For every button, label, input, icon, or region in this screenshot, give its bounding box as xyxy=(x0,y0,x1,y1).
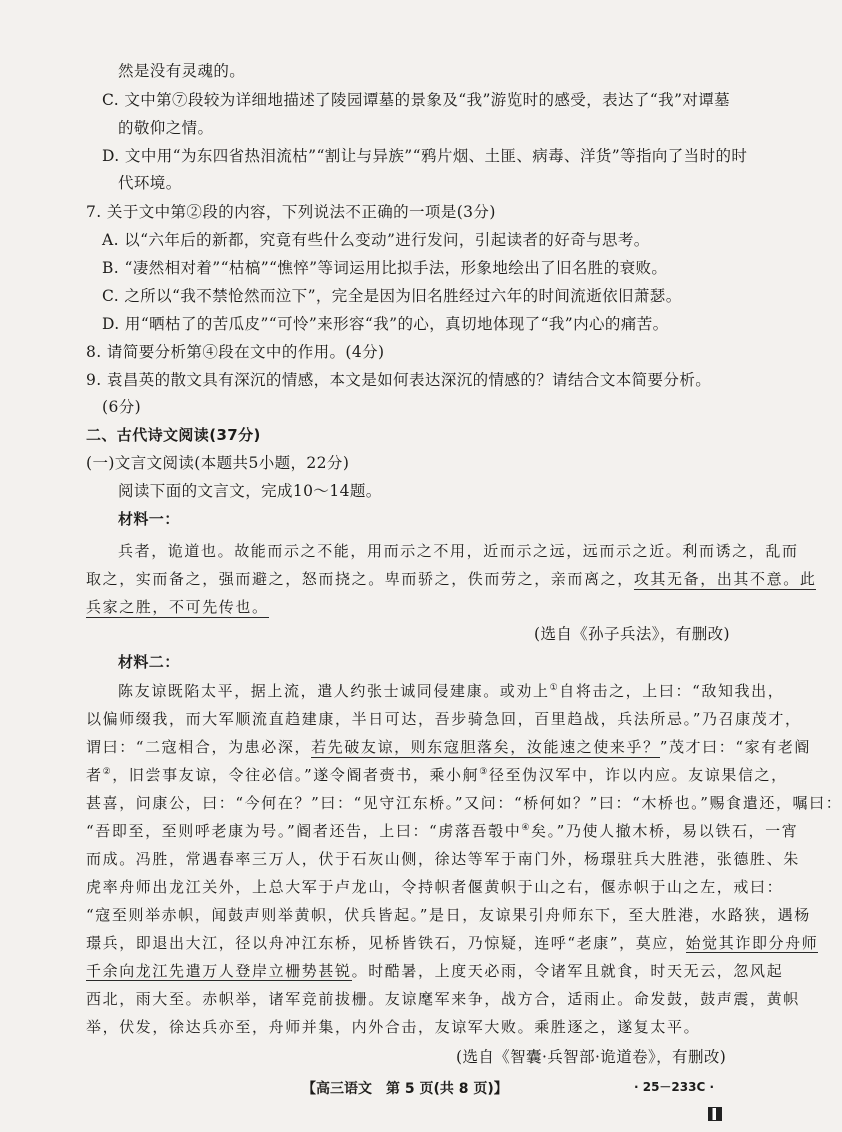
footnote-mark: ① xyxy=(549,683,560,693)
source-note-1: (选自《孙子兵法》，有删改) xyxy=(534,625,730,643)
text-segment: 取之，实而备之，强而避之，怒而挠之。卑而骄之，佚而劳之，亲而离之， xyxy=(86,570,634,588)
material-2-text: 举，伏发，徐达兵亦至，舟师并集，内外合击，友谅军大败。乘胜逐之，遂复太平。 xyxy=(86,1018,701,1036)
wavy-underlined-sentence: 千余向龙江先遣万人登岸立栅势甚锐 xyxy=(86,962,352,980)
text-segment: 。时酷暑，上度天必雨，令诸军且就食，时天无云，忽风起 xyxy=(351,962,784,980)
wavy-underlined-sentence: 始觉其诈即分舟师 xyxy=(685,934,819,952)
material-1-text xyxy=(86,596,269,618)
text-segment: 者 xyxy=(86,766,103,784)
q7-option-c: C. 之所以“我不禁怆然而泣下”，完全是因为旧名胜经过六年的时间流逝依旧萧瑟。 xyxy=(102,287,682,305)
material-2-text: “寇至则举赤帜，闻鼓声则举黄帜，伏兵皆起。”是日，友谅果引舟师东下，至大胜港，水路狭，遇杨 xyxy=(86,906,811,924)
text-segment: 矣。”乃使人撤木桥，易以铁石，一宵 xyxy=(530,822,799,840)
question-8: 8. 请简要分析第④段在文中的作用。(4分) xyxy=(86,343,385,361)
section-heading: 二、古代诗文阅读(37分) xyxy=(86,426,261,444)
footnote-mark: ② xyxy=(102,767,113,777)
material-2-text xyxy=(86,764,788,786)
material-1-text xyxy=(86,568,816,590)
material-1-label: 材料一： xyxy=(118,510,180,528)
question-9: 9. 袁昌英的散文具有深沉的情感，本文是如何表达深沉的情感的？请结合文本简要分析。 xyxy=(86,371,712,389)
exam-code: · 25－233C · xyxy=(634,1080,715,1094)
underlined-sentence: 攻其无备，出其不意。此 xyxy=(633,570,817,588)
material-2-text xyxy=(118,680,784,702)
text-segment: “吾即至，至则呼老康为号。”阍者还告，上曰：“虏落吾彀中 xyxy=(86,822,522,840)
q7-option-b: B. “凄然相对着”“枯槁”“憔悴”等词运用比拟手法，形象地绘出了旧名胜的衰败。 xyxy=(102,259,668,277)
material-2-text: 西北，雨大至。赤帜举，诸军竞前拔栅。友谅麾军来争，战方合，适雨止。命发鼓，鼓声震，黄帜 xyxy=(86,990,800,1008)
text-segment: 径至伪汉军中，诈以内应。友谅果信之， xyxy=(488,766,788,784)
footnote-mark: ④ xyxy=(521,823,531,833)
material-2-text xyxy=(86,736,811,758)
source-note-2: (选自《智囊·兵智部·诡道卷》，有删改) xyxy=(456,1048,727,1066)
material-2-label: 材料二： xyxy=(118,653,180,671)
text-line: 代环境。 xyxy=(118,174,182,192)
material-2-text: 而成。冯胜，常遇春率三万人，伏于石灰山侧，徐达等军于南门外，杨璟驻兵大胜港，张德胜、朱 xyxy=(86,850,800,868)
material-2-text xyxy=(86,932,818,954)
question-9-score: (6分) xyxy=(102,398,142,416)
option-c-prev: C. 文中第⑦段较为详细地描述了陵园谭墓的景象及“我”游览时的感受，表达了“我”对谭墓 xyxy=(102,91,731,109)
q7-option-d: D. 用“晒枯了的苦瓜皮”“可怜”来形容“我”的心，真切地体现了“我”内心的痛苦。 xyxy=(102,315,669,333)
text-line: 然是没有灵魂的。 xyxy=(118,62,246,80)
material-2-text: 以偏师缀我，而大军顺流直趋建康，半日可达，吾步骑急回，百里趋战，兵法所忌。”乃召康茂才， xyxy=(86,710,802,728)
text-segment: 璟兵，即退出大江，径以舟冲江东桥，见桥皆铁石，乃惊疑，连呼“老康”，莫应， xyxy=(86,934,686,952)
qr-code-icon xyxy=(708,1107,722,1121)
text-segment: ，旧尝事友谅，令往必信。”遂令阍者赍书，乘小舸 xyxy=(112,766,480,784)
footnote-mark: ③ xyxy=(479,767,489,777)
text-segment: 自将击之，上曰：“敌知我出， xyxy=(559,682,785,700)
material-2-text: 甚喜，问康公，曰：“今何在？”曰：“见守江东桥。”又问：“桥何如？”曰：“木桥也。”赐食遣还，嘱曰： xyxy=(86,794,842,812)
page-footer: 【高三语文 第 5 页(共 8 页)】 xyxy=(302,1081,508,1097)
text-segment: ”茂才曰：“家有老阍 xyxy=(659,738,812,756)
material-2-text xyxy=(86,820,798,842)
q7-option-a: A. 以“六年后的新都，究竟有些什么变动”进行发问，引起读者的好奇与思考。 xyxy=(102,231,650,249)
text-segment: 谓曰：“二寇相合，为患必深， xyxy=(86,738,312,756)
text-line: 的敬仰之情。 xyxy=(118,119,214,137)
question-7: 7. 关于文中第②段的内容，下列说法不正确的一项是(3分) xyxy=(86,203,496,221)
option-d-prev: D. 文中用“为东四省热泪流枯”“割让与异族”“鸦片烟、土匪、病毒、洋货”等指向了当时的时 xyxy=(102,147,748,165)
material-2-text: 虎率舟师出龙江关外，上总大军于卢龙山，令持帜者偃黄帜于山之右，偃赤帜于山之左，戒曰： xyxy=(86,878,784,896)
material-2-text xyxy=(86,960,783,982)
material-1-text: 兵者，诡道也。故能而示之不能，用而示之不用，近而示之远，远而示之近。利而诱之，乱而 xyxy=(118,542,799,560)
text-segment: 陈友谅既陷太平，据上流，遣人约张士诚同侵建康。或劝上 xyxy=(118,682,550,700)
underlined-sentence: 若先破友谅，则东寇胆落矣，汝能速之使来乎？ xyxy=(311,738,660,756)
subsection-heading: (一)文言文阅读(本题共5小题，22分) xyxy=(86,454,350,472)
instruction: 阅读下面的文言文，完成10～14题。 xyxy=(118,482,382,500)
underlined-sentence: 兵家之胜，不可先传也。 xyxy=(86,598,269,616)
